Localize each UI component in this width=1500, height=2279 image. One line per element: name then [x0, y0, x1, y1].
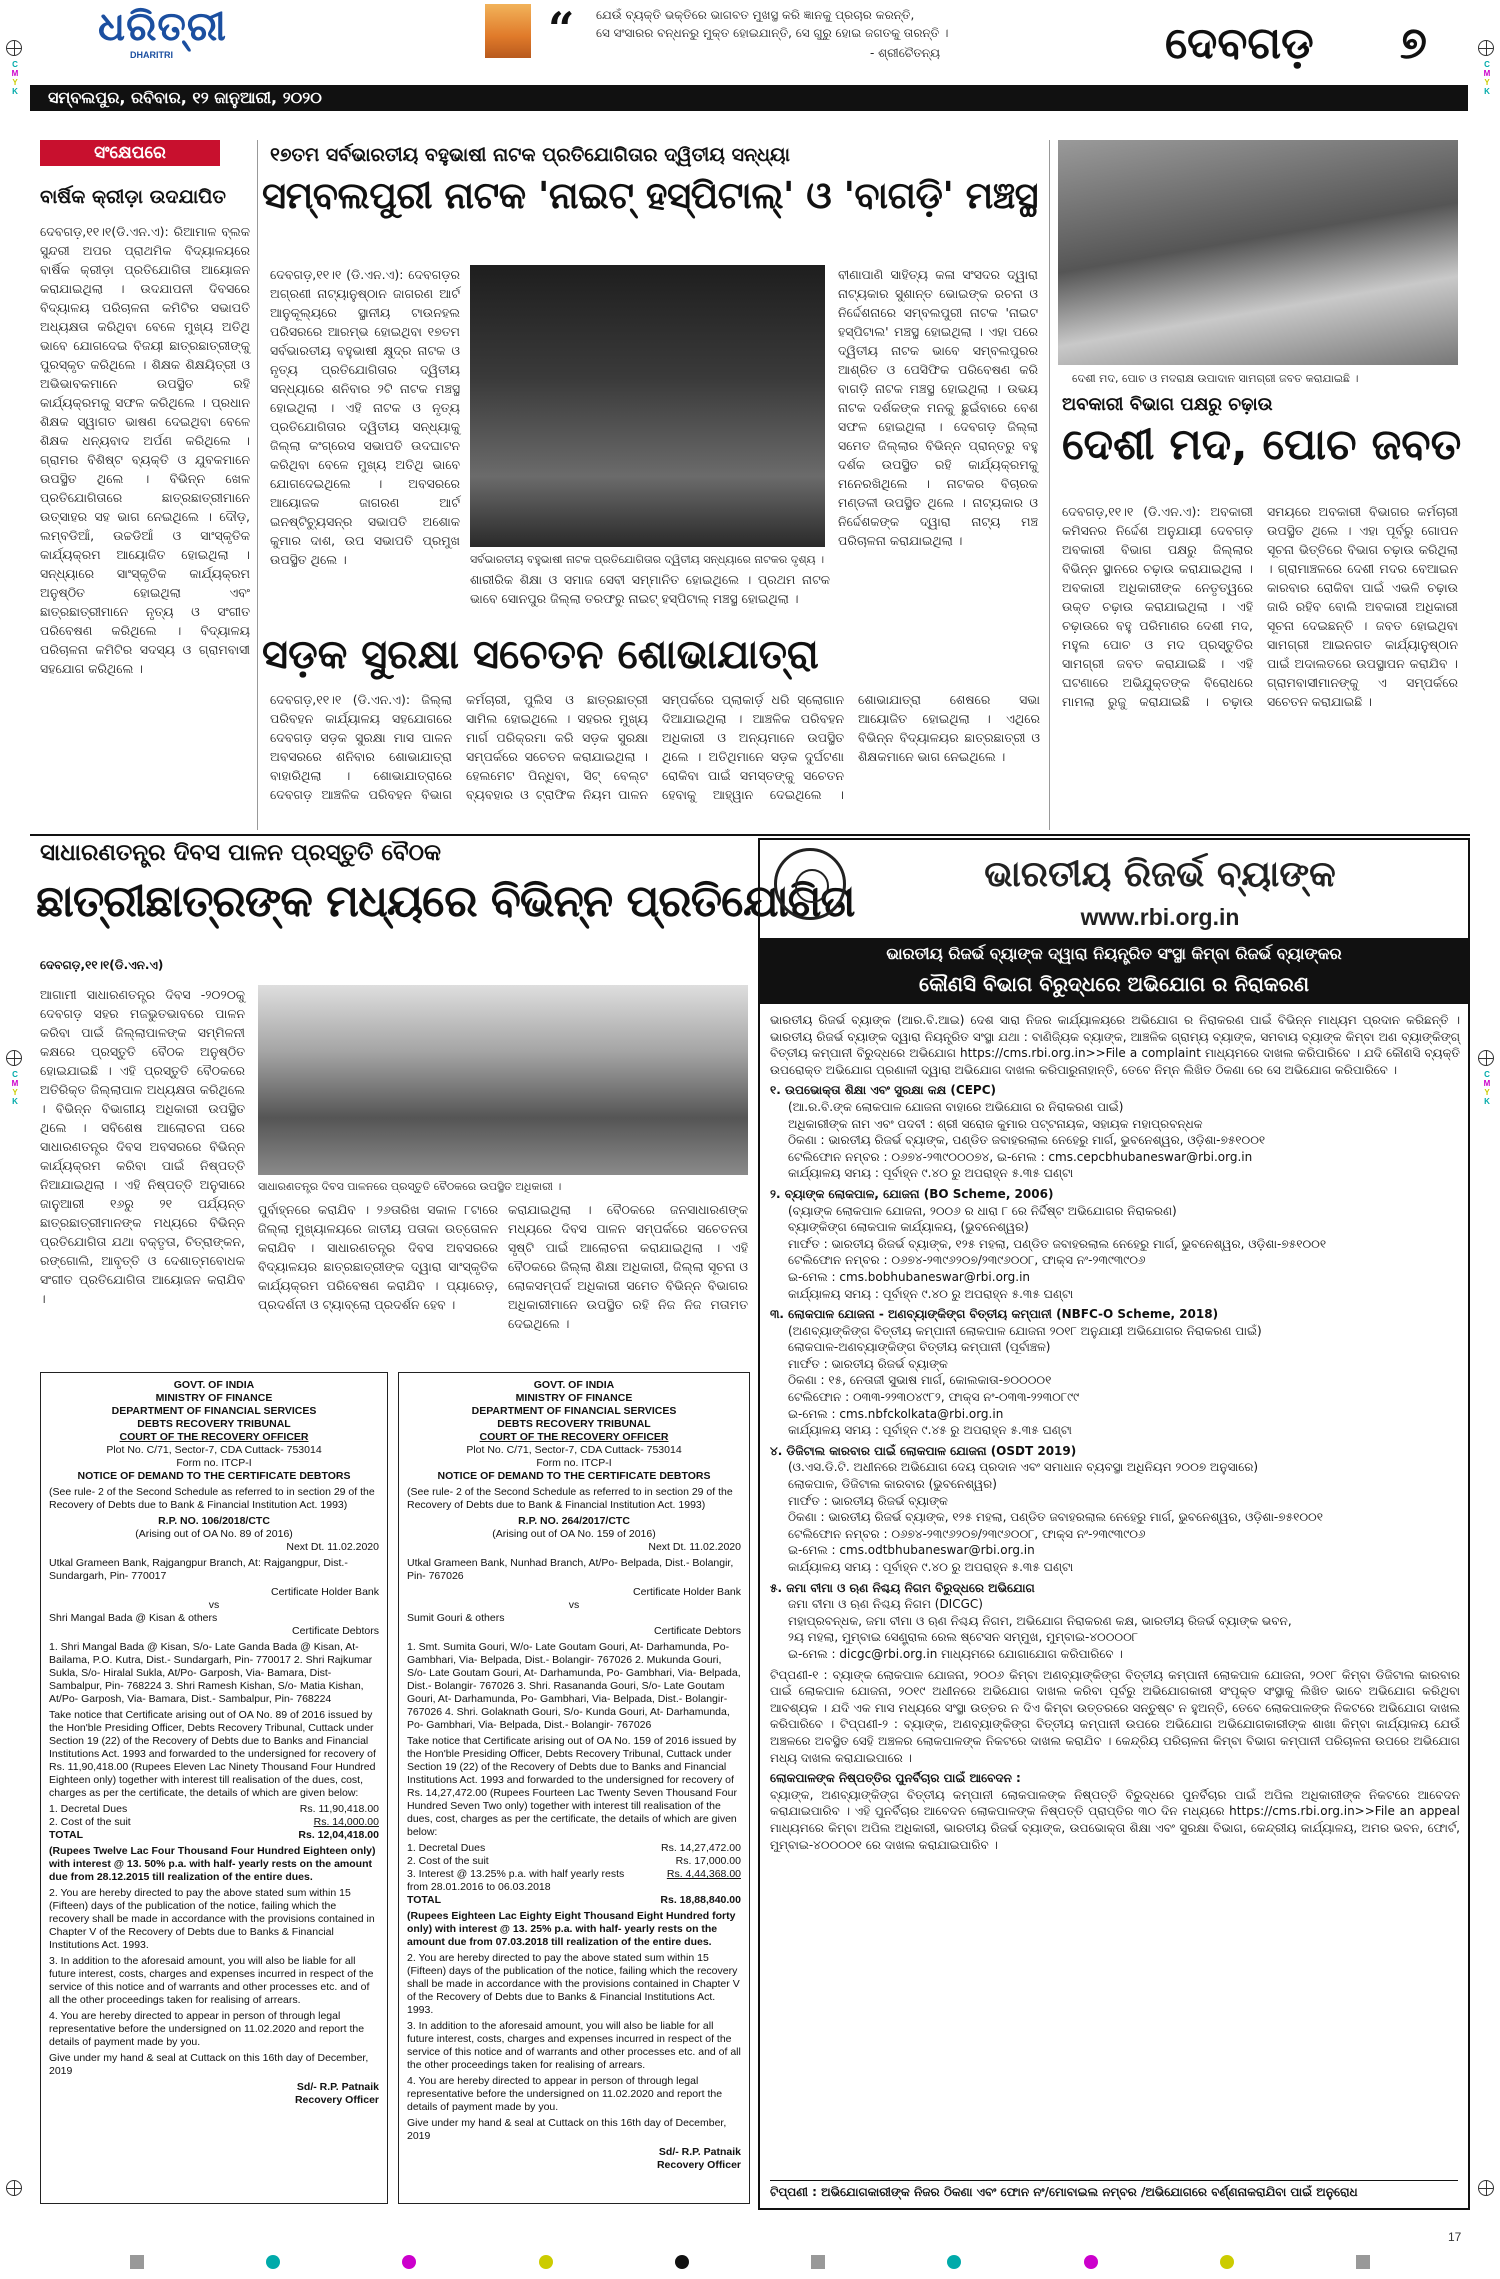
rbi-section-line: (ବ୍ୟାଙ୍କ ଲୋକପାଳ ଯୋଜନା, ୨୦୦୬ ର ଧାରା ୮ ରେ ନିର୍ଦ୍ଦିଷ୍ଟ ଅଭିଯୋଗର ନିରାକରଣ)	[788, 1203, 1177, 1218]
rbi-section-line: କାର୍ଯ୍ୟାଳୟ ସମୟ : ପୂର୍ବାହ୍ନ ୯.୪୦ ରୁ ଅପରାହ୍ନ ୫.୩୫ ଘଣ୍ଟା	[788, 1560, 1074, 1574]
notice-tribunal: DEBTS RECOVERY TRIBUNAL	[497, 1418, 651, 1430]
notice-p4: 4. You are hereby directed to appear in person of through legal representative before the undersigned on 11.02.2020 and report the details of payment made by you.	[49, 2010, 365, 2048]
notice-para: Take notice that Certificate arising out of OA No. 159 of 2016 issued by the Hon'ble Presiding Officer, Debts Recovery Tribunal, Cuttack under Section 19 (22) of the Recovery of Debts due to Banks and Financial Institutions Act. 1993 and forwarded to the undersigned for recovery of Rs. 14,27,472.00 (Rupees Fourteen Lac Twenty Seven Thousand Four Hundred Seven Two only) together with interest till realisation of the dues, cost, charges as per the certificate, the details of which are given below:	[407, 1735, 737, 1838]
total-label: TOTAL	[407, 1894, 442, 1906]
notice-given: Give under my hand & seal at Cuttack on this 16th day of December, 2019	[49, 2052, 369, 2077]
republic-headline: ଛାତ୍ରୀଛାତ୍ରଙ୍କ ମଧ୍ୟରେ ବିଭିନ୍ନ ପ୍ରତିଯୋଗିତା	[36, 876, 855, 927]
cmyk-marker: C M Y K	[1483, 1070, 1491, 1106]
section-name: ଦେବଗଡ଼	[1165, 18, 1314, 69]
rbi-section-line: ଇ-ମେଲ : cms.nbfckolkata@rbi.org.in	[788, 1406, 1004, 1421]
notice-rp: R.P. NO. 106/2018/CTC	[158, 1515, 270, 1527]
dues-row	[49, 1803, 379, 1816]
republic-body-left: ଆଗାମୀ ସାଧାରଣତନ୍ତ୍ର ଦିବସ -୨୦୨୦କୁ ଦେବଗଡ଼ ସହର ମଜଭୁତଭାବରେ ପାଳନ କରିବା ପାଇଁ ଜିଲ୍ଲାପାଳଙ୍କ ସମ୍ମିଳନୀ କକ୍ଷରେ ପ୍ରସ୍ତୁତି ବୈଠକ ଅନୁଷ୍ଠିତ ହୋଇଯାଇଛି । ଏହି ପ୍ରସ୍ତୁତି ବୈଠକରେ ଅତିରିକ୍ତ ଜିଲ୍ଲାପାଳ ଅଧ୍ୟକ୍ଷତା କରିଥିଲେ । ବିଭିନ୍ନ ବିଭାଗୀୟ ଅଧିକାରୀ ଉପସ୍ଥିତ ଥିଲେ । ସବିଶେଷ ଆଲୋଚନା ପରେ ସାଧାରଣତନ୍ତ୍ର ଦିବସ ଅବସରରେ ବିଭିନ୍ନ କାର୍ଯ୍ୟକ୍ରମ କରିବା ପାଇଁ ନିଷ୍ପତ୍ତି ନିଆଯାଇଥିଲା । ଏହି ନିଷ୍ପତ୍ତି ଅନୁସାରେ ଜାନୁଆରୀ ୧୬ରୁ ୨୧ ପର୍ଯ୍ୟନ୍ତ ଛାତ୍ରଛାତ୍ରୀମାନଙ୍କ ମଧ୍ୟରେ ବିଭିନ୍ନ ପ୍ରତିଯୋଗିତା ଯଥା ବକ୍ତୃତା, ଚିତ୍ରାଙ୍କନ, ରଙ୍ଗୋଲି, ଆବୃତ୍ତି ଓ ଦେଶାତ୍ମବୋଧକ ସଂଗୀତ ପ୍ରତିଯୋଗିତା ଆୟୋଜନ କରାଯିବ ।	[40, 987, 245, 1306]
total-row	[49, 1829, 379, 1842]
rbi-section-head: ୪. ଡିଜିଟାଲ କାରବାର ପାଇଁ ଲୋକପାଳ ଯୋଜନା (OSDT 2019)	[770, 1443, 1077, 1458]
dues-value: Rs. 11,90,418.00	[299, 1803, 379, 1815]
republic-photo	[258, 985, 748, 1175]
rbi-section-head: ୩. ଲୋକପାଳ ଯୋଜନା - ଅଣବ୍ୟାଙ୍କିଙ୍ଗ ବିତ୍ତୀୟ କମ୍ପାନୀ (NBFC-O Scheme, 2018)	[770, 1307, 1219, 1322]
rbi-section-line: ମହାପ୍ରବନ୍ଧକ, ଜମା ବୀମା ଓ ଋଣ ନିଶ୍ଚୟ ନିଗମ, ଅଭିଯୋଗ ନିରାକରଣ କକ୍ଷ, ଭାରତୀୟ ରିଜର୍ଭ ବ୍ୟାଙ୍କ ଭବନ,	[788, 1613, 1292, 1628]
total-value: Rs. 18,88,840.00	[660, 1894, 741, 1906]
rbi-seal-icon	[774, 848, 846, 920]
notice-p4: 4. You are hereby directed to appear in person of through legal representative before the undersigned on 11.02.2020 and report the details of payment made by you.	[407, 2075, 723, 2113]
notice-debtor: Shri Mangal Bada @ Kisan & others	[49, 1612, 218, 1624]
saint-portrait	[485, 4, 531, 58]
rbi-section-line: (ଓ.ଏସ.ଡି.ଟି. ଅଧୀନରେ ଅଭିଯୋଗ ଦେୟ ପ୍ରଦାନ ଏବଂ ସମାଧାନ ବ୍ୟବସ୍ଥା ଅଧିନିୟମ ୨୦୦୭ ଅନୁସାରେ)	[788, 1460, 1259, 1475]
rbi-banner-line1: ଭାରତୀୟ ରିଜର୍ଭ ବ୍ୟାଙ୍କ ଦ୍ୱାରା ନିୟନ୍ତ୍ରିତ ସଂସ୍ଥା କିମ୍ବା ରିଜର୍ଭ ବ୍ୟାଙ୍କର	[886, 944, 1342, 963]
notice-holder: Certificate Holder Bank	[633, 1586, 741, 1598]
section-divider	[30, 834, 1470, 836]
masthead-quote-author: - ଶ୍ରୀଚୈତନ୍ୟ	[870, 46, 941, 60]
notice-govt: GOVT. OF INDIA	[533, 1379, 615, 1391]
registration-mark-right-top	[1478, 40, 1494, 56]
rbi-title: ଭାରତୀୟ ରିଜର୍ଭ ବ୍ୟାଙ୍କ	[984, 854, 1336, 895]
drt-notice-2	[398, 1372, 750, 2204]
dues-label: 1. Decretal Dues	[407, 1842, 486, 1854]
republic-dateline: ଦେବଗଡ଼,୧୧।୧(ଡି.ଏନ.ଏ)	[40, 958, 164, 972]
masthead-quote-line2: ସେ ସଂସାରର ବନ୍ଧନରୁ ମୁକ୍ତ ହୋଇଯାନ୍ତି, ସେ ଗୁରୁ ହୋଇ ଜଗତକୁ ତାରନ୍ତି ।	[596, 26, 949, 40]
page-number: ୭	[1400, 18, 1427, 69]
rbi-appeal-body: ବ୍ୟାଙ୍କ, ଅଣବ୍ୟାଙ୍କିଙ୍ଗ ବିତ୍ତୀୟ କମ୍ପାନୀ ଲୋକପାଳଙ୍କ ନିଷ୍ପତ୍ତି ବିରୁଦ୍ଧରେ ପୁନର୍ବିଚାର ପାଇଁ ଅପିଲ ଅଧିକାରୀଙ୍କ ନିକଟରେ ଆବେଦନ କରାଯାଇପାରିବ । ଏହି ପୁନର୍ବିଚାର ଆବେଦନ ଲୋକପାଳଙ୍କ ନିଷ୍ପତ୍ତି ପ୍ରାପ୍ତିର ୩୦ ଦିନ ମଧ୍ୟରେ https://cms.rbi.org.in>>File an appeal ମାଧ୍ୟମରେ କିମ୍ବା ଅପିଲ ଅଧିକାରୀ, ଭାରତୀୟ ରିଜର୍ଭ ବ୍ୟାଙ୍କ, ଉପଭୋକ୍ତା ଶିକ୍ଷା ଏବଂ ସୁରକ୍ଷା ବିଭାଗ, କେନ୍ଦ୍ରୀୟ କାର୍ଯ୍ୟାଳୟ, ଅମର ଭବନ, ଫୋର୍ଟ, ମୁମ୍ବାଇ-୪୦୦୦୦୧ ରେ ଦାଖଲ କରାଯାଇପାରିବ ।	[770, 1787, 1460, 1852]
notice-rp: R.P. NO. 264/2017/CTC	[518, 1515, 630, 1527]
notice-see: (See rule- 2 of the Second Schedule as referred to in section 29 of the Recovery of Debts due to Bank & Financial Institution Act. 1993)	[49, 1486, 375, 1511]
notice-given: Give under my hand & seal at Cuttack on this 16th day of December, 2019	[407, 2117, 727, 2142]
rbi-section-line: (ଆ.ର.ବି.ଙ୍କ ଲୋକପାଳ ଯୋଜନା ବାହାରେ ଅଭିଯୋଗ ର ନିରାକରଣ ପାଇଁ)	[788, 1099, 1124, 1114]
total-row	[407, 1894, 741, 1907]
footer-page-number: 17	[1448, 2230, 1462, 2244]
rbi-section-line: ଟେଲିଫୋନ ନମ୍ବର : ୦୬୭୪-୨୩୯୬୨୦୭/୨୩୯୬୦୦୮, ଫାକ୍ସ ନଂ-୨୩୯୩୯୦୬	[788, 1253, 1146, 1268]
notice-dept: DEPARTMENT OF FINANCIAL SERVICES	[111, 1405, 317, 1417]
dues-label: 3. Interest @ 13.25% p.a. with half yearly rests from 28.01.2016 to 06.03.2018	[407, 1868, 625, 1893]
notice-next: Next Dt. 11.02.2020	[648, 1541, 741, 1553]
rbi-section-line: ଠିକଣା : ୧୫, ନେତାଜୀ ସୁଭାଷ ମାର୍ଗ, କୋଲକାତା-୭୦୦୦୦୧	[788, 1373, 1052, 1388]
registration-mark-right-mid	[1478, 1050, 1494, 1066]
notice-words: (Rupees Twelve Lac Four Thousand Four Hundred Eighteen only) with interest @ 13. 50% p.a. with half- yearly rests on the amount due from 28.12.2015 till realization of the entire dues.	[49, 1845, 376, 1883]
notice-p2: 2. You are hereby directed to pay the above stated sum within 15 (Fifteen) days of the publication of the notice, failing which the recovery shall be made in accordance with the provisions contained in Chapter V of the Recovery of Debts due to Banks & Financial Institutions Act. 1993.	[49, 1887, 375, 1951]
rbi-section-line: (ଅଣବ୍ୟାଙ୍କିଙ୍ଗ ବିତ୍ତୀୟ କମ୍ପାନୀ ଲୋକପାଳ ଯୋଜନା ୨୦୧୮ ଅନୁଯାୟୀ ଅଭିଯୋଗର ନିରାକରଣ ପାଇଁ)	[788, 1323, 1262, 1338]
rbi-footer: ଟିପ୍ପଣୀ : ଅଭିଯୋଗକାରୀଙ୍କ ନିଜର ଠିକଣା ଏବଂ ଫୋନ ନଂ/ମୋବାଇଲ ନମ୍ବର /ଅଭିଯୋଗରେ ବର୍ଣ୍ଣନାକରାଯିବା ପାଇଁ ଅନୁରୋଧ	[770, 2180, 1458, 2200]
dues-value: Rs. 4,44,368.00	[666, 1868, 741, 1880]
total-value: Rs. 12,04,418.00	[298, 1829, 379, 1841]
notice-ministry: MINISTRY OF FINANCE	[155, 1392, 273, 1404]
dues-row	[407, 1855, 741, 1868]
rbi-notes: ଟିପ୍ପଣୀ-୧ : ବ୍ୟାଙ୍କ ଲୋକପାଳ ଯୋଜନା, ୨୦୦୬ କିମ୍ବା ଅଣବ୍ୟାଙ୍କିଙ୍ଗ ବିତ୍ତୀୟ କମ୍ପାନୀ ଲୋକପାଳ ଯୋଜନା, ୨୦୧୮ କିମ୍ବା ଡିଜିଟାଲ କାରବାର ପାଇଁ ଲୋକପାଳ ଯୋଜନା, ୨୦୧୯ ଅଧୀନରେ ଅଭିଯୋଗ ଦାଖଲ କରିବା ପୂର୍ବରୁ ଅଭିଯୋଗକାରୀ ସଂପୃକ୍ତ ସଂସ୍ଥାକୁ ଲିଖିତ ଭାବେ ଅଭିଯୋଗ କରିଥିବା ଆବଶ୍ୟକ । ଯଦି ଏକ ମାସ ମଧ୍ୟରେ ସଂସ୍ଥା ଉତ୍ତର ନ ଦିଏ କିମ୍ବା ଉତ୍ତରରେ ସନ୍ତୁଷ୍ଟ ନ ହୁଅନ୍ତି, ତେବେ ଲୋକପାଳଙ୍କ ନିକଟରେ ଅଭିଯୋଗ ଦାଖଲ କରିପାରିବେ । ଟିପ୍ପଣୀ-୨ : ବ୍ୟାଙ୍କ, ଅଣବ୍ୟାଙ୍କିଙ୍ଗ ବିତ୍ତୀୟ କମ୍ପାନୀ ଉପରେ ଅଭିଯୋଗ ଅଭିଯୋଗକାରୀଙ୍କ ଶାଖା କିମ୍ବା କାର୍ଯ୍ୟାଳୟ ଯେଉଁ ଅଞ୍ଚଳରେ ଅବସ୍ଥିତ ସେହି ଅଞ୍ଚଳର ଲୋକପାଳଙ୍କ ନିକଟରେ ଦାଖଲ କରାଯିବ । କେନ୍ଦ୍ରିୟ ପରିଚାଳନା କିମ୍ବା ବିଭାଗ କମ୍ପାନୀ ପରିଚାଳନା ଉପରେ ଅଭିଯୋଗ ମଧ୍ୟ ଦାଖଲ କରାଯାଇପାରେ ।	[770, 1667, 1460, 1765]
rbi-section-line: ଠିକଣା : ଭାରତୀୟ ରିଜର୍ଭ ବ୍ୟାଙ୍କ, ୧୨୫ ମହଲା, ପଣ୍ଡିତ ଜବାହରଲାଲ ନେହେରୁ ମାର୍ଗ, ଭୁବନେଶ୍ୱର, ଓଡ଼ିଶା-୭୫୧୦୦୧	[788, 1510, 1323, 1525]
total-label: TOTAL	[49, 1829, 84, 1841]
notice-govt: GOVT. OF INDIA	[173, 1379, 255, 1391]
rbi-section-line: ଟେଲିଫୋନ ନମ୍ବର : ୦୬୭୪-୨୩୯୬୨୦୭/୨୩୯୬୦୦୮, ଫାକ୍ସ ନଂ-୨୩୯୩୯୦୬	[788, 1526, 1146, 1541]
notice-dept: DEPARTMENT OF FINANCIAL SERVICES	[471, 1405, 677, 1417]
notice-holder: Certificate Holder Bank	[271, 1586, 379, 1598]
footer-color-bar	[130, 2255, 1370, 2269]
brief-body: ଦେବଗଡ଼,୧୧।୧(ଡି.ଏନ.ଏ): ରିଆମାଳ ବ୍ଲକ ସୁନ୍ଦରୀ ଅପର ପ୍ରାଥମିକ ବିଦ୍ୟାଳୟରେ ବାର୍ଷିକ କ୍ରୀଡ଼ା ପ୍ରତିଯୋଗିତା ଆୟୋଜନ କରାଯାଇଥିଲା । ଉଦଯାପନୀ ଦିବସରେ ବିଦ୍ୟାଳୟ ପରିଚାଳନା କମିଟିର ସଭାପତି ଅଧ୍ୟକ୍ଷତା କରିଥିବା ବେଳେ ମୁଖ୍ୟ ଅତିଥି ଭାବେ ଯୋଗଦେଇ ବିଜୟୀ ଛାତ୍ରଛାତ୍ରୀଙ୍କୁ ପୁରସ୍କୃତ କରିଥିଲେ । ଶିକ୍ଷକ ଶିକ୍ଷୟିତ୍ରୀ ଓ ଅଭିଭାବକମାନେ ଉପସ୍ଥିତ ରହି କାର୍ଯ୍ୟକ୍ରମକୁ ସଫଳ କରିଥିଲେ । ପ୍ରଧାନ ଶିକ୍ଷକ ସ୍ୱାଗତ ଭାଷଣ ଦେଇଥିବା ବେଳେ ଶିକ୍ଷକ ଧନ୍ୟବାଦ ଅର୍ପଣ କରିଥିଲେ । ଗ୍ରାମର ବିଶିଷ୍ଟ ବ୍ୟକ୍ତି ଓ ଯୁବକମାନେ ଉପସ୍ଥିତ ଥିଲେ । ବିଭିନ୍ନ ଖେଳ ପ୍ରତିଯୋଗିତାରେ ଛାତ୍ରଛାତ୍ରୀମାନେ ଉତ୍ସାହର ସହ ଭାଗ ନେଇଥିଲେ । ଦୌଡ଼, ଲମ୍ବଡିଆଁ, ଉଚ୍ଚଡିଆଁ ଓ ସାଂସ୍କୃତିକ କାର୍ଯ୍ୟକ୍ରମ ଆୟୋଜିତ ହୋଇଥିଲା । ସନ୍ଧ୍ୟାରେ ସାଂସ୍କୃତିକ କାର୍ଯ୍ୟକ୍ରମ ଅନୁଷ୍ଠିତ ହୋଇଥିଲା ଏବଂ ଛାତ୍ରଛାତ୍ରୀମାନେ ନୃତ୍ୟ ଓ ସଂଗୀତ ପରିବେଷଣ କରିଥିଲେ । ବିଦ୍ୟାଳୟ ପରିଚାଳନା କମିଟିର ସଦସ୍ୟ ଓ ଗ୍ରାମବାସୀ ସହଯୋଗ କରିଥିଲେ ।	[40, 224, 250, 676]
rbi-section-line: ଇ-ମେଲ : cms.odtbhubaneswar@rbi.org.in	[788, 1543, 1035, 1558]
notice-debtor-list: 1. Smt. Sumita Gouri, W/o- Late Goutam Gouri, At- Darhamunda, Po- Gambhari, Via- Belpada, Dist.- Bolangir- 767026 2. Mukunda Gouri, S/o- Late Goutam Gouri, At- Darhamunda, Po- Gambhari, Via- Belpada, Dist.- Bolangir- 767026 3. Shri. Rasananda Gouri, S/o- Late Goutam Gouri, At- Darhamunda, Po- Gambhari, Via- Belpada, Dist.- Bolangir- 767026 4. Shri. Golaknath Gouri, S/o- Kunda Gouri, At- Darhamunda, Po- Gambhari, Via- Belpada, Dist.- Bolangir- 767026	[407, 1641, 741, 1731]
notice-words: (Rupees Eighteen Lac Eighty Eight Thousand Eight Hundred forty only) with interest @ 13. 25% p.a. with half- yearly rests on the amount due from 07.03.2018 till realization of the entire dues.	[407, 1910, 736, 1948]
notice-see: (See rule- 2 of the Second Schedule as referred to in section 29 of the Recovery of Debts due to Bank & Financial Institution Act. 1993)	[407, 1486, 733, 1511]
rbi-content	[770, 1012, 1460, 2182]
notice-arising: (Arising out of OA No. 89 of 2016)	[135, 1528, 293, 1540]
drama-kicker: ୧୭ତମ ସର୍ବଭାରତୀୟ ବହୁଭାଷୀ ନାଟକ ପ୍ରତିଯୋଗିତାର ଦ୍ୱିତୀୟ ସନ୍ଧ୍ୟା	[270, 144, 790, 166]
rbi-section-head: ୫. ଜମା ବୀମା ଓ ଋଣ ନିଶ୍ଚୟ ନିଗମ ବିରୁଦ୍ଧରେ ଅଭିଯୋଗ	[770, 1580, 1035, 1595]
masthead-quote-line1: ଯେଉଁ ବ୍ୟକ୍ତି ଭକ୍ତିରେ ଭାଗବତ ମୁଖସ୍ଥ କରି ଜ୍ଞାନକୁ ପ୍ରଚାର କରନ୍ତି,	[596, 8, 915, 22]
excise-headline: ଦେଶୀ ମଦ, ପୋଚ ଜବତ	[1062, 420, 1462, 470]
drt-notice-1	[40, 1372, 388, 2204]
dateline: ସମ୍ବଲପୁର, ରବିବାର, ୧୨ ଜାନୁଆରୀ, ୨୦୨୦	[48, 88, 322, 107]
notice-tribunal: DEBTS RECOVERY TRIBUNAL	[137, 1418, 291, 1430]
brief-title: ବାର୍ଷିକ କ୍ରୀଡ଼ା ଉଦଯାପିତ	[40, 186, 226, 208]
rbi-section-line: ଲୋକପାଳ, ଡିଜିଟାଲ କାରବାର (ଭୁବନେଶ୍ୱର)	[788, 1477, 997, 1492]
notice-signature-title: Recovery Officer	[294, 2094, 379, 2106]
drama-headline: ସମ୍ବଲପୁରୀ ନାଟକ 'ନାଇଟ୍ ହସ୍‌ପିଟାଲ୍' ଓ 'ବାଗଡ଼ି' ମଞ୍ଚସ୍ଥ	[262, 174, 1038, 217]
notice-title: NOTICE OF DEMAND TO THE CERTIFICATE DEBTORS	[437, 1470, 711, 1482]
excise-photo-caption: ଦେଶୀ ମଦ, ପୋଚ ଓ ମଦରାକ୍ଷ ଉପାଦାନ ସାମଗ୍ରୀ ଜବତ କରାଯାଇଛି ।	[1072, 372, 1359, 385]
rbi-section-line: ଇ-ମେଲ : dicgc@rbi.org.in ମାଧ୍ୟମରେ ଯୋଗାଯୋଗ କରିପାରିବେ ।	[788, 1646, 1123, 1661]
excise-photo	[1058, 140, 1458, 365]
rbi-section-line: ଟେଲିଫୋନ ନମ୍ବର : ୦୬୭୪-୨୩୯୦୦୦୭୪, ଇ-ମେଲ : cms.cepcbhubaneswar@rbi.org.in	[788, 1149, 1253, 1164]
notice-signature: Sd/- R.P. Patnaik	[658, 2146, 741, 2158]
excise-kicker: ଅବକାରୀ ବିଭାଗ ପକ୍ଷରୁ ଚଢ଼ାଉ	[1062, 394, 1273, 415]
notice-debtors-label: Certificate Debtors	[654, 1625, 741, 1637]
notice-debtor-list: 1. Shri Mangal Bada @ Kisan, S/o- Late Ganda Bada @ Kisan, At- Bailama, P.O. Kutra, Dist.- Sundargarh, Pin- 770017 2. Shri Rajkumar Sukla, S/o- Hiralal Sukla, At/Po- Garposh, Via- Bamara, Dist- Sambalpur, Pin- 768224 3. Shri Ramesh Kishan, S/o- Matia Kishan, At/Po- Garposh, Via- Bamara, Dist.- Sambalpur, Pin- 768224	[49, 1641, 373, 1705]
drama-body-left: ଦେବଗଡ଼,୧୧।୧ (ଡି.ଏନ.ଏ): ଦେବଗଡ଼ର ଅଗ୍ରଣୀ ନାଟ୍ୟାନୁଷ୍ଠାନ ଜାଗରଣ ଆର୍ଟ ଆନୁକୂଲ୍ୟରେ ସ୍ଥାନୀୟ ଟାଉନହଲ ପରିସରରେ ଆରମ୍ଭ ହୋଇଥିବା ୧୭ତମ ସର୍ବଭାରତୀୟ ବହୁଭାଷୀ କ୍ଷୁଦ୍ର ନାଟକ ଓ ନୃତ୍ୟ ପ୍ରତିଯୋଗିତାର ଦ୍ୱିତୀୟ ସନ୍ଧ୍ୟାରେ ଶନିବାର ୨ଟି ନାଟକ ମଞ୍ଚସ୍ଥ ହୋଇଥିଲା । ଏହି ନାଟକ ଓ ନୃତ୍ୟ ପ୍ରତିଯୋଗିତାର ଦ୍ୱିତୀୟ ସନ୍ଧ୍ୟାକୁ ଜିଲ୍ଲା କଂଗ୍ରେସ ସଭାପତି ଉଦଘାଟନ କରିଥିବା ବେଳେ ମୁଖ୍ୟ ଅତିଥି ଭାବେ ଯୋଗଦେଇଥିଲେ । ଅବସରରେ ଆୟୋଜକ ଜାଗରଣ ଆର୍ଟ ଇନଷ୍ଟିଚ୍ୟୁସନ୍‌ର ସଭାପତି ଅଶୋକ କୁମାର ଦାଶ, ଉପ ସଭାପତି ପ୍ରମୁଖ ଉପସ୍ଥିତ ଥିଲେ ।	[270, 267, 460, 567]
newspaper-logo-sub: DHARITRI	[130, 50, 173, 60]
notice-form: Form no. ITCP-I	[536, 1457, 612, 1469]
dues-value: Rs. 17,000.00	[675, 1855, 741, 1867]
column-divider	[1049, 140, 1050, 830]
republic-body-right: କରାଯାଇଥିଲା । ବୈଠକରେ ଜନସାଧାରଣଙ୍କ ମଧ୍ୟରେ ଦିବସ ପାଳନ ସମ୍ପର୍କରେ ସଚେତନତା ସୃଷ୍ଟି ପାଇଁ ଆଲୋଚନା କରାଯାଇଥିଲା । ଏହି ବୈଠକରେ ଜିଲ୍ଲା ଶିକ୍ଷା ଅଧିକାରୀ, ଜିଲ୍ଲା ସୂଚନା ଓ ଲୋକସମ୍ପର୍କ ଅଧିକାରୀ ସମେତ ବିଭିନ୍ନ ବିଭାଗର ଅଧିକାରୀମାନେ ଉପସ୍ଥିତ ରହି ନିଜ ନିଜ ମତାମତ ଦେଇଥିଲେ ।	[508, 1202, 748, 1331]
rbi-section-head: ୨. ବ୍ୟାଙ୍କ ଲୋକପାଳ, ଯୋଜନା (BO Scheme, 2006)	[770, 1186, 1054, 1201]
rbi-section-line: କାର୍ଯ୍ୟାଳୟ ସମୟ : ପୂର୍ବାହ୍ନ ୯.୪୦ ରୁ ଅପରାହ୍ନ ୫.୩୫ ଘଣ୍ଟା	[788, 1286, 1074, 1301]
rbi-section-line: ଅଧିକାରୀଙ୍କ ନାମ ଏବଂ ପଦବୀ : ଶ୍ରୀ ସରୋଜ କୁମାର ପଟ୍ଟନାୟକ, ସହାୟକ ମହାପ୍ରବନ୍ଧକ	[788, 1116, 1203, 1131]
rbi-banner-line2: କୌଣସି ବିଭାଗ ବିରୁଦ୍ଧରେ ଅଭିଯୋଗ ର ନିରାକରଣ	[919, 972, 1309, 996]
notice-p3: 3. In addition to the aforesaid amount, you will also be liable for all future interest, costs, charges and expenses incurred in respect of the service of this notice and of warrants and other processes etc. and of all the other proceedings taken for realising of arrears.	[49, 1955, 374, 2006]
notice-debtors-label: Certificate Debtors	[292, 1625, 379, 1637]
notice-form: Form no. ITCP-I	[176, 1457, 252, 1469]
column-divider	[257, 140, 258, 830]
notice-debtor: Sumit Gouri & others	[407, 1612, 505, 1624]
republic-body-mid: ପୁର୍ବାହ୍ନରେ କରାଯିବ । ୨୬ତାରିଖ ସକାଳ ୮ଟାରେ ଜିଲ୍ଲା ମୁଖ୍ୟାଳୟରେ ଜାତୀୟ ପତାକା ଉତ୍ତୋଳନ କରାଯିବ । ସାଧାରଣତନ୍ତ୍ର ଦିବସ ଅବସରରେ ବିଦ୍ୟାଳୟର ଛାତ୍ରଛାତ୍ରୀଙ୍କ ଦ୍ୱାରା ସାଂସ୍କୃତିକ କାର୍ଯ୍ୟକ୍ରମ ପରିବେଷଣ କରାଯିବ । ପ୍ୟାରେଡ଼, ପ୍ରଦର୍ଶନୀ ଓ ଟ୍ୟାବ୍ଲୋ ପ୍ରଦର୍ଶନ ହେବ ।	[258, 1202, 498, 1312]
registration-mark-left-bottom	[6, 2180, 22, 2196]
notice-ministry: MINISTRY OF FINANCE	[515, 1392, 633, 1404]
notice-court: COURT OF THE RECOVERY OFFICER	[479, 1431, 669, 1443]
rbi-section-line: ଜମା ବୀମା ଓ ଋଣ ନିଶ୍ଚୟ ନିଗମ (DICGC)	[788, 1597, 983, 1612]
masthead	[30, 0, 1480, 92]
rbi-section-line: ଲୋକପାଳ-ଅଣବ୍ୟାଙ୍କିଙ୍ଗ ବିତ୍ତୀୟ କମ୍ପାନୀ (ପୂର୍ବାଞ୍ଚଳ)	[788, 1340, 1051, 1355]
notice-signature-title: Recovery Officer	[656, 2159, 741, 2171]
quote-mark-icon: “	[548, 2, 575, 56]
rbi-appeal-head: ଲୋକପାଳଙ୍କ ନିଷ୍ପତ୍ତିର ପୁନର୍ବିଚାର ପାଇଁ ଆବେଦନ :	[770, 1771, 1021, 1786]
drama-photo	[470, 265, 825, 547]
dues-label: 1. Decretal Dues	[49, 1803, 128, 1815]
dues-label: 2. Cost of the suit	[49, 1816, 131, 1828]
notice-vs: vs	[568, 1599, 580, 1611]
notice-court: COURT OF THE RECOVERY OFFICER	[119, 1431, 309, 1443]
brief-header: ସଂକ୍ଷେପରେ	[40, 140, 220, 166]
newspaper-logo: ଧରିତ୍ରୀ	[98, 4, 227, 50]
republic-kicker: ସାଧାରଣତନ୍ତ୍ର ଦିବସ ପାଳନ ପ୍ରସ୍ତୁତି ବୈଠକ	[40, 840, 441, 866]
dues-row	[407, 1868, 741, 1894]
excise-body: ଦେବଗଡ଼,୧୧।୧ (ଡି.ଏନ.ଏ): ଅବକାରୀ କମିସନର ନିର୍ଦ୍ଦେଶ ଅନୁଯାୟୀ ଦେବଗଡ଼ ଅବକାରୀ ବିଭାଗ ପକ୍ଷରୁ ଜିଲ୍ଲାର ବିଭିନ୍ନ ସ୍ଥାନରେ ଚଢ଼ାଉ କରାଯାଇଥିଲା । ଅବକାରୀ ଅଧିକାରୀଙ୍କ ନେତୃତ୍ୱରେ ଉକ୍ତ ଚଢ଼ାଉ କରାଯାଇଥିଲା । ଏହି ଚଢ଼ାଉରେ ବହୁ ପରିମାଣର ଦେଶୀ ମଦ, ମହୁଲ ପୋଚ ଓ ମଦ ପ୍ରସ୍ତୁତିର ସାମଗ୍ରୀ ଜବତ କରାଯାଇଛି । ଏହି ଘଟଣାରେ ଅଭିଯୁକ୍ତଙ୍କ ବିରୋଧରେ ମାମଲା ରୁଜୁ କରାଯାଇଛି । ଚଢ଼ାଉ ସମୟରେ ଅବକାରୀ ବିଭାଗର କର୍ମଚାରୀ ଉପସ୍ଥିତ ଥିଲେ । ଏହା ପୂର୍ବରୁ ଗୋପନ ସୂଚନା ଭିତ୍ତିରେ ବିଭାଗ ଚଢ଼ାଉ କରିଥିଲା । ଗ୍ରାମାଞ୍ଚଳରେ ଦେଶୀ ମଦର ବେଆଇନ କାରବାର ରୋକିବା ପାଇଁ ଏଭଳି ଚଢ଼ାଉ ଜାରି ରହିବ ବୋଲି ଅବକାରୀ ଅଧିକାରୀ ସୂଚନା ଦେଇଛନ୍ତି । ଜବତ ହୋଇଥିବା ସାମଗ୍ରୀ ଆଇନଗତ କାର୍ଯ୍ୟାନୁଷ୍ଠାନ ପାଇଁ ଅଦାଲତରେ ଉପସ୍ଥାପନ କରାଯିବ । ଗ୍ରାମବାସୀମାନଙ୍କୁ ଏ ସମ୍ପର୍କରେ ସଚେତନ କରାଯାଇଛି ।	[1062, 504, 1458, 709]
rbi-section-line: କାର୍ଯ୍ୟାଳୟ ସମୟ : ପୂର୍ବାହ୍ନ ୯.୪୫ ରୁ ଅପରାହ୍ନ ୫.୩୫ ଘଣ୍ଟା	[788, 1423, 1072, 1438]
road-body: ଦେବଗଡ଼,୧୧।୧ (ଡି.ଏନ.ଏ): ଜିଲ୍ଲା ପରିବହନ କାର୍ଯ୍ୟାଳୟ ସହଯୋଗରେ ଦେବଗଡ଼ ସଡ଼କ ସୁରକ୍ଷା ମାସ ପାଳନ ଅବସରରେ ଶନିବାର ଶୋଭାଯାତ୍ରା ବାହାରିଥିଲା । ଶୋଭାଯାତ୍ରାରେ ଦେବଗଡ଼ ଆଞ୍ଚଳିକ ପରିବହନ ବିଭାଗ କର୍ମଚାରୀ, ପୁଲିସ ଓ ଛାତ୍ରଛାତ୍ରୀ ସାମିଲ ହୋଇଥିଲେ । ସହରର ମୁଖ୍ୟ ମାର୍ଗ ପରିକ୍ରମା କରି ସଡ଼କ ସୁରକ୍ଷା ସମ୍ପର୍କରେ ସଚେତନ କରାଯାଇଥିଲା । ହେଲମେଟ ପିନ୍ଧିବା, ସିଟ୍ ବେଲ୍ଟ ବ୍ୟବହାର ଓ ଟ୍ରାଫିକ ନିୟମ ପାଳନ ସମ୍ପର୍କରେ ପ୍ଲାକାର୍ଡ଼ ଧରି ସ୍ଲୋଗାନ ଦିଆଯାଇଥିଲା । ଆଞ୍ଚଳିକ ପରିବହନ ଅଧିକାରୀ ଓ ଅନ୍ୟମାନେ ଉପସ୍ଥିତ ଥିଲେ । ଅତିଥିମାନେ ସଡ଼କ ଦୁର୍ଘଟଣା ରୋକିବା ପାଇଁ ସମସ୍ତଙ୍କୁ ସଚେତନ ହେବାକୁ ଆହ୍ୱାନ ଦେଇଥିଲେ । ଶୋଭାଯାତ୍ରା ଶେଷରେ ସଭା ଆୟୋଜିତ ହୋଇଥିଲା । ଏଥିରେ ବିଭିନ୍ନ ବିଦ୍ୟାଳୟର ଛାତ୍ରଛାତ୍ରୀ ଓ ଶିକ୍ଷକମାନେ ଭାଗ ନେଇଥିଲେ ।	[270, 692, 1040, 802]
registration-mark-left-top	[6, 40, 22, 56]
rbi-section-line: ମାର୍ଫତ : ଭାରତୀୟ ରିଜର୍ଭ ବ୍ୟାଙ୍କ	[788, 1356, 948, 1371]
rbi-section-line: ଟେଲିଫୋନ : ୦୩୩-୨୨୩୦୪୯୮୨, ଫାକ୍ସ ନଂ-୦୩୩-୨୨୩୦୮୯୯	[788, 1390, 1080, 1405]
dues-row	[49, 1816, 379, 1829]
notice-p2: 2. You are hereby directed to pay the above stated sum within 15 (Fifteen) days of the publication of the notice, failing which the recovery shall be made in accordance with the provisions contained in Chapter V of the Recovery of Debts due to Banks & Financial Institutions Act. 1993.	[407, 1952, 740, 2016]
notice-para: Take notice that Certificate arising out of OA No. 89 of 2016 issued by the Hon'ble Presiding Officer, Debts Recovery Tribunal, Cuttack under Section 19 (22) of the Recovery of Debts due to Banks and Financial Institutions Act. 1993 and forwarded to the undersigned for recovery of Rs. 11,90,418.00 (Rupees Eleven Lac Ninety Thousand Four Hundred Eighteen only) together with interest till realisation of the dues, cost, charges as per the certificate, the details of which are given below:	[49, 1709, 376, 1799]
notice-arising: (Arising out of OA No. 159 of 2016)	[492, 1528, 656, 1540]
notice-bank: Utkal Grameen Bank, Nunhad Branch, At/Po- Belpada, Dist.- Bolangir, Pin- 767026	[407, 1557, 734, 1582]
rbi-section-line: ବ୍ୟାଙ୍କିଙ୍ଗ ଲୋକପାଳ କାର୍ଯ୍ୟାଳୟ, (ଭୁବନେଶ୍ୱର)	[788, 1220, 1029, 1235]
road-headline: ସଡ଼କ ସୁରକ୍ଷା ସଚେତନ ଶୋଭାଯାତ୍ରା	[262, 632, 819, 678]
dues-value: Rs. 14,27,472.00	[661, 1842, 741, 1854]
notice-address: Plot No. C/71, Sector-7, CDA Cuttack- 753014	[466, 1444, 682, 1456]
notice-vs: vs	[208, 1599, 220, 1611]
republic-photo-caption: ସାଧାରଣତନ୍ତ୍ର ଦିବସ ପାଳନରେ ପ୍ରସ୍ତୁତି ବୈଠକରେ ଉପସ୍ଥିତ ଅଧିକାରୀ ।	[258, 1180, 562, 1193]
drama-photo-caption: ସର୍ବଭାରତୀୟ ବହୁଭାଷୀ ନାଟକ ପ୍ରତିଯୋଗିତାର ଦ୍ୱିତୀୟ ସନ୍ଧ୍ୟାରେ ନାଟକର ଦୃଶ୍ୟ ।	[470, 553, 825, 566]
notice-title: NOTICE OF DEMAND TO THE CERTIFICATE DEBTORS	[77, 1470, 351, 1482]
rbi-section-line: ଇ-ମେଲ : cms.bobhubaneswar@rbi.org.in	[788, 1269, 1031, 1284]
drama-body-right: ବୀଣାପାଣି ସାହିତ୍ୟ କଳା ସଂସଦର ଦ୍ୱାରା ନାଟ୍ୟକାର ସୁଶାନ୍ତ ଭୋଇଙ୍କ ରଚନା ଓ ନିର୍ଦ୍ଦେଶନାରେ ସମ୍ବଲପୁରୀ ନାଟକ 'ନାଇଟ ହସ୍‌ପିଟାଲ' ମଞ୍ଚସ୍ଥ ହୋଇଥିଲା । ଏହା ପରେ ଦ୍ୱିତୀୟ ନାଟକ ଭାବେ ସମ୍ବଲପୁରର ଆଶ୍ରିତ ଓ ପେସିଫିକ ପରିବେଷଣ କରି ବାଗଡ଼ି ନାଟକ ମଞ୍ଚସ୍ଥ ହୋଇଥିଲା । ଉଭୟ ନାଟକ ଦର୍ଶକଙ୍କ ମନକୁ ଛୁଇଁବାରେ ବେଶ ସଫଳ ହୋଇଥିଲା । ଦେବଗଡ଼ ଜିଲ୍ଲା ସମେତ ଜିଲ୍ଲାର ବିଭିନ୍ନ ପ୍ରାନ୍ତରୁ ବହୁ ଦର୍ଶକ ଉପସ୍ଥିତ ରହି କାର୍ଯ୍ୟକ୍ରମକୁ ମନେରଖିଥିଲେ । ନାଟକର ବିଚାରକ ମଣ୍ଡଳୀ ଉପସ୍ଥିତ ଥିଲେ । ନାଟ୍ୟକାର ଓ ନିର୍ଦ୍ଦେଶକଙ୍କ ଦ୍ୱାରା ନାଟ୍ୟ ମଞ୍ଚ ପରିଚାଳନା କରାଯାଇଥିଲା ।	[838, 267, 1038, 548]
rbi-intro: ଭାରତୀୟ ରିଜର୍ଭ ବ୍ୟାଙ୍କ (ଆର.ବି.ଆଇ) ଦେଶ ସାରା ନିଜର କାର୍ଯ୍ୟାଳୟରେ ଅଭିଯୋଗ ର ନିରାକରଣ ପାଇଁ ବିଭିନ୍ନ ମାଧ୍ୟମ ପ୍ରଦାନ କରିଛନ୍ତି । ଭାରତୀୟ ରିଜର୍ଭ ବ୍ୟାଙ୍କ ଦ୍ୱାରା ନିୟନ୍ତ୍ରିତ ସଂସ୍ଥା ଯଥା : ବାଣିଜ୍ୟିକ ବ୍ୟାଙ୍କ, ଆଞ୍ଚଳିକ ଗ୍ରାମ୍ୟ ବ୍ୟାଙ୍କ, ସମବାୟ ବ୍ୟାଙ୍କ କିମ୍ବା ଅଣ ବ୍ୟାଙ୍କିଙ୍ଗ୍ ବିତ୍ତୀୟ କମ୍ପାନୀ ବିରୁଦ୍ଧରେ ଅଭିଯୋଗ https://cms.rbi.org.in>>File a complaint ମାଧ୍ୟମରେ ଦାଖଲ କରିପାରିବେ । ଯଦି କୌଣସି ବ୍ୟକ୍ତି ଉପରୋକ୍ତ ଅଭିଯୋଗ ପ୍ରଣାଳୀ ଦ୍ୱାରା ଅଭିଯୋଗ ଦାଖଲ କରିପାରୁନାହାନ୍ତି, ତେବେ ନିମ୍ନ ଲିଖିତ ଠିକଣା ରେ ସେ ଅଭିଯୋଗ କରିପାରିବେ ।	[770, 1013, 1460, 1077]
cmyk-marker: C M Y K	[1483, 60, 1491, 96]
dues-value: Rs. 14,000.00	[313, 1816, 379, 1828]
cmyk-marker: C M Y K	[11, 1070, 19, 1106]
dues-row	[407, 1842, 741, 1855]
notice-address: Plot No. C/71, Sector-7, CDA Cuttack- 753014	[106, 1444, 322, 1456]
rbi-section-line: ମାର୍ଫତ : ଭାରତୀୟ ରିଜର୍ଭ ବ୍ୟାଙ୍କ, ୧୨୫ ମହଲା, ପଣ୍ଡିତ ଜବାହରଲାଲ ନେହେରୁ ମାର୍ଗ, ଭୁବନେଶ୍ୱର, ଓଡ଼ିଶା-୭୫୧୦୦୧	[788, 1236, 1327, 1251]
drama-body-under: ଶାରୀରିକ ଶିକ୍ଷା ଓ ସମାଜ ସେବୀ ସମ୍ମାନିତ ହୋଇଥିଲେ । ପ୍ରଥମ ନାଟକ ଭାବେ ସୋନପୁର ଜିଲ୍ଲା ତରଫରୁ ନାଇଟ୍ ହସ୍‌ପିଟାଲ୍ ମଞ୍ଚସ୍ଥ ହୋଇଥିଲା ।	[470, 572, 830, 606]
notice-bank: Utkal Grameen Bank, Rajgangpur Branch, At: Rajgangpur, Dist.- Sundargarh, Pin- 770017	[49, 1557, 348, 1582]
rbi-banner	[760, 938, 1468, 1004]
rbi-sections	[770, 1082, 1460, 1662]
notice-p3: 3. In addition to the aforesaid amount, you will also be liable for all future interest, costs, charges and expenses incurred in respect of the service of this notice and of warrants and other processes etc. and of all the other proceedings taken for realising of arrears.	[407, 2020, 741, 2071]
dues-label: 2. Cost of the suit	[407, 1855, 489, 1867]
registration-mark-left-mid	[6, 1050, 22, 1066]
rbi-section-line: ଠିକଣା : ଭାରତୀୟ ରିଜର୍ଭ ବ୍ୟାଙ୍କ, ପଣ୍ଡିତ ଜବାହରଲାଲ ନେହେରୁ ମାର୍ଗ, ଭୁବନେଶ୍ୱର, ଓଡ଼ିଶା-୭୫୧୦୦୧	[788, 1133, 1266, 1148]
rbi-url[interactable]: www.rbi.org.in	[1080, 904, 1240, 930]
rbi-section-line: ୨ୟ ମହଲା, ମୁମ୍ବାଇ ସେଣ୍ଟ୍ରାଲ ରେଲ ଷ୍ଟେସନ ସମ୍ମୁଖ, ମୁମ୍ବାଇ-୪୦୦୦୦୮	[788, 1630, 1139, 1645]
notice-next: Next Dt. 11.02.2020	[286, 1541, 379, 1553]
cmyk-marker: C M Y K	[11, 60, 19, 96]
rbi-section-line: ମାର୍ଫତ : ଭାରତୀୟ ରିଜର୍ଭ ବ୍ୟାଙ୍କ	[788, 1493, 948, 1508]
rbi-section-line: କାର୍ଯ୍ୟାଳୟ ସମୟ : ପୂର୍ବାହ୍ନ ୯.୪୦ ରୁ ଅପରାହ୍ନ ୫.୩୫ ଘଣ୍ଟା	[788, 1166, 1074, 1181]
registration-mark-right-bottom	[1478, 2180, 1494, 2196]
rbi-advertisement	[758, 838, 1470, 2210]
notice-signature: Sd/- R.P. Patnaik	[296, 2081, 379, 2093]
rbi-section-head: ୧. ଉପଭୋକ୍ତା ଶିକ୍ଷା ଏବଂ ସୁରକ୍ଷା କକ୍ଷ (CEPC)	[770, 1083, 997, 1098]
